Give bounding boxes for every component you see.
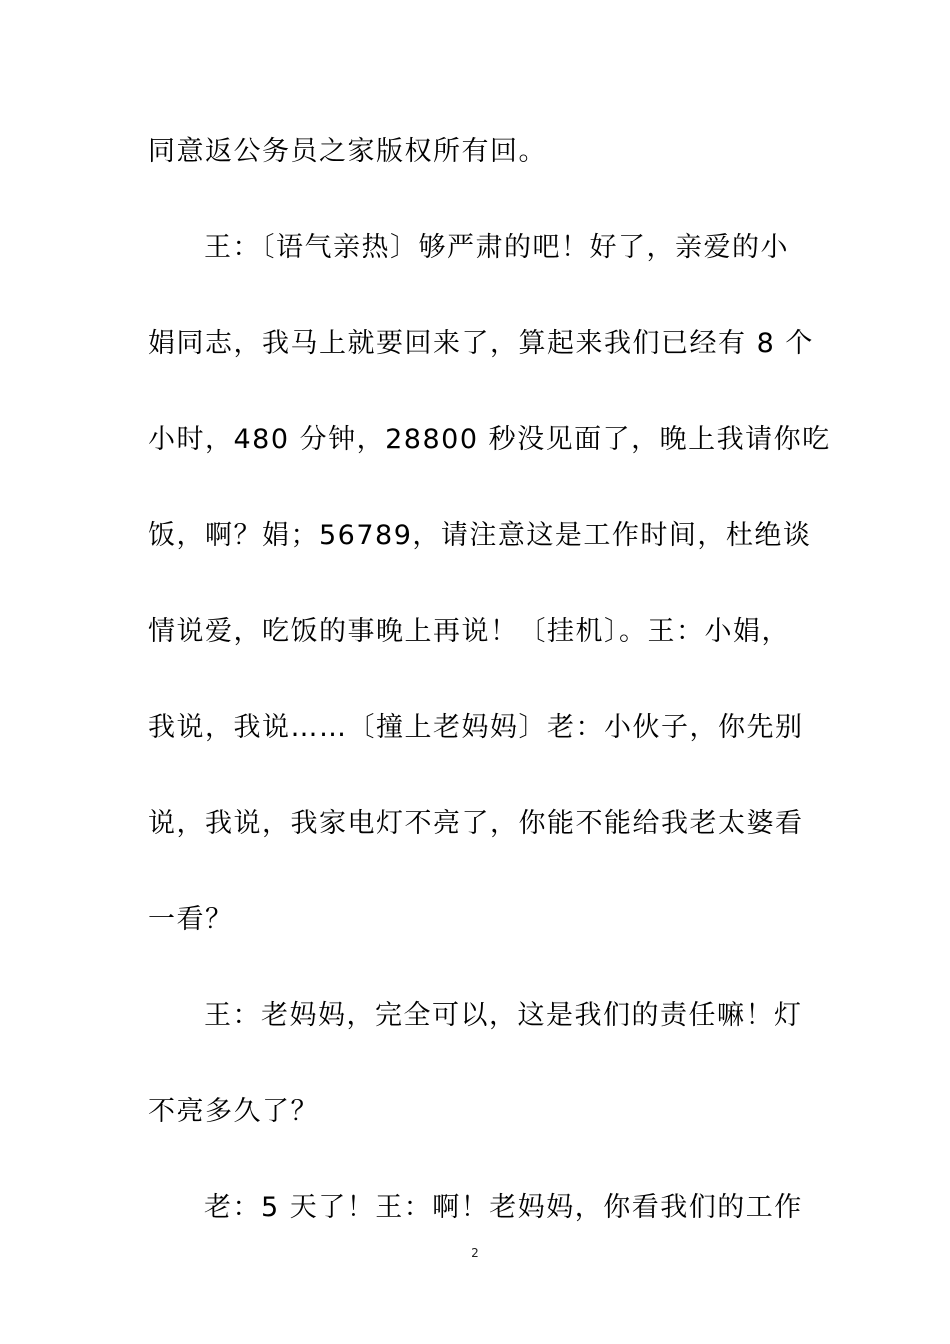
text-line-9: 一看？ (148, 904, 234, 935)
body-text (148, 122, 831, 1274)
text-line-5: 饭，啊？娟；56789，请注意这是工作时间，杜绝谈 (148, 520, 812, 551)
text-line-12: 老：5 天了！王：啊！老妈妈，你看我们的工作 (204, 1192, 803, 1223)
text-line-3: 娟同志，我马上就要回来了，算起来我们已经有 8 个 (148, 328, 814, 359)
text-line-10: 王：老妈妈，完全可以，这是我们的责任嘛！灯 (204, 1000, 803, 1031)
text-line-8: 说，我说，我家电灯不亮了，你能不能给我老太婆看 (148, 808, 804, 839)
text-line-1: 同意返公务员之家版权所有回。 (148, 136, 547, 167)
page-number: 2 (471, 1246, 479, 1260)
text-line-6: 情说爱，吃饭的事晚上再说！〔挂机〕。王：小娟， (148, 616, 790, 647)
text-line-11: 不亮多久了？ (148, 1096, 319, 1127)
text-line-7: 我说，我说……〔撞上老妈妈〕老：小伙子，你先别 (148, 712, 804, 743)
text-line-2: 王：〔语气亲热〕够严肃的吧！好了，亲爱的小 (204, 232, 789, 263)
text-line-4: 小时，480 分钟，28800 秒没见面了，晚上我请你吃 (148, 424, 831, 455)
